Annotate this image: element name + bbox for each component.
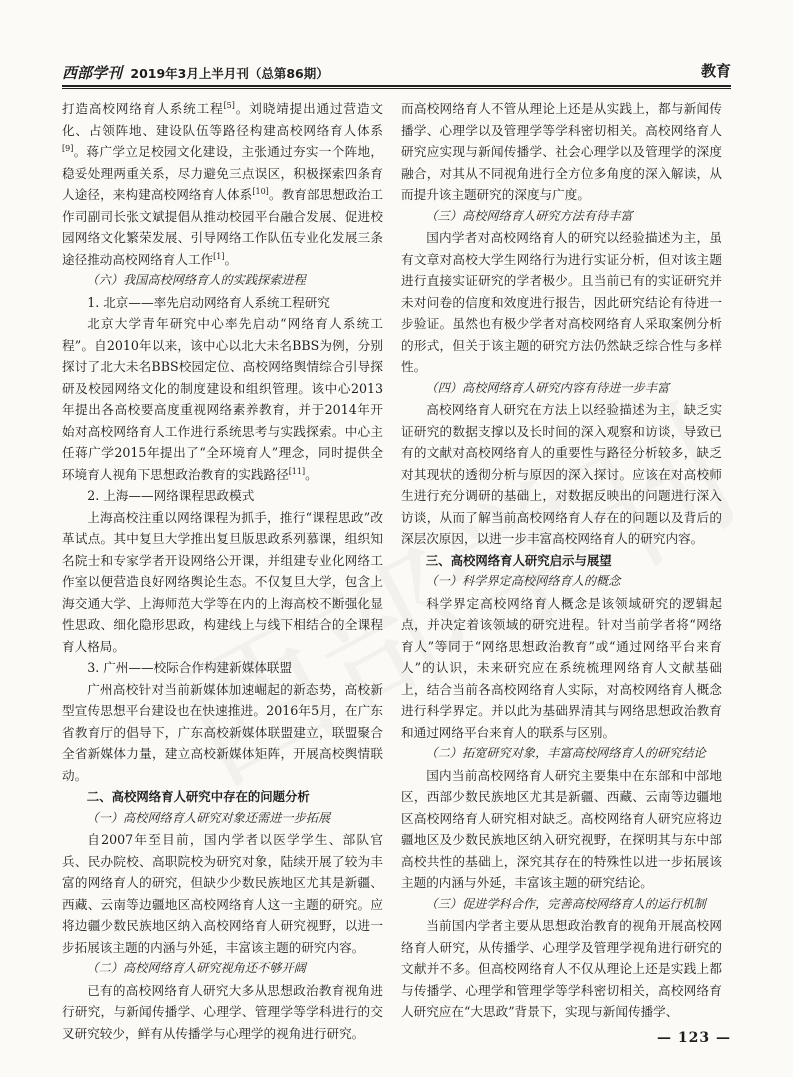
- header-rule: [62, 85, 731, 87]
- page-header: [62, 56, 731, 82]
- paragraph-text: 打造高校网络育人系统工程: [62, 101, 224, 116]
- subsection-heading: [62, 808, 383, 830]
- paragraph: [62, 829, 383, 958]
- citation-ref: [11]: [288, 466, 306, 476]
- citation-ref: [5]: [223, 100, 235, 110]
- paragraph-text: （六）我国高校网络育人的实践探索进程: [86, 273, 306, 287]
- journal-issue-line: [62, 62, 329, 83]
- subsection-heading: [62, 958, 383, 980]
- paragraph-text: （一）科学界定高校网络育人的概念: [425, 574, 621, 588]
- left-column: [62, 98, 383, 1044]
- paragraph-text: （三）高校网络育人研究方法有待丰富: [425, 208, 633, 223]
- paragraph-text: 。刘晓靖提出通过营造文化、占领阵地、建设队伍等路径构建高校网络育人体系: [62, 101, 384, 138]
- paragraph-text: 。教育部思想政治工作司副司长张文斌提倡从推动校园平台融合发展、促进校园网络文化繁荣发展、引导网络工作队伍专业化发展三条途径推动高校网络育人工作: [62, 187, 384, 267]
- journal-logo: 西部学刊: [62, 64, 123, 82]
- paragraph-text: 国内当前高校网络育人研究主要集中在东部和中部地区，西部少数民族地区尤其是新疆、西藏、云南等边疆地区高校网络育人研究相对缺乏。高校网络育人研究应将边疆地区及少数民族地区纳入研究视野，在探明其与东中部高校共性的基础上，深究其存在的特殊性以进一步拓展该主题的内涵与外延，丰富该主题的研究结论。: [401, 767, 722, 890]
- item-heading: [62, 657, 383, 679]
- paragraph-text: 国内学者对高校网络育人的研究以经验描述为主，虽有文章对高校大学生网络行为进行实证分析，但对该主题进行直接实证研究的学者极少。且当前已有的实证研究并未对问卷的信度和效度进行报告，因此研究结论有待进一步验证。虽然也有极少学者对高校网络育人采取案例分析的形式，但关于该主题的研究方法仍然缺乏综合性与多样性。: [401, 230, 722, 374]
- paragraph-text: 科学界定高校网络育人概念是该领域研究的逻辑起点，并决定着该领域的研究进程。针对当前学者将“网络育人”等同于“网络思想政治教育”或“通过网络平台来育人”的认识，未来研究应在系统梳理网络育人文献基础上，结合当前各高校网络育人实际，对高校网络育人概念进行科学界定。并以此为基础界清其与网络思想政治教育和通过网络平台来育人的联系与区别。: [401, 595, 722, 740]
- paragraph-text: 当前国内学者主要从思想政治教育的视角开展高校网络育人研究，从传播学、心理学及管理学视角进行研究的文献并不多。但高校网络育人不仅从理论上还是实践上都与传播学、心理学和管理学等学科密切相关，高校网络育人研究应在“大思政”背景下，实现与新闻传播学、: [401, 918, 722, 1019]
- citation-ref: [9]: [62, 143, 74, 153]
- page-number: — 123 —: [657, 1030, 731, 1046]
- subsection-heading: [401, 894, 722, 916]
- paragraph-text: 北京大学青年研究中心率先启动“网络育人系统工程”。自2010年以来，该中心以北大未名BBS为例，分别探讨了北大未名BBS校园定位、高校网络舆情综合引导探研及校园网络文化的制度建设和组织管理。该中心2013年提出各高校要高度重视网络素养教育，并于2014年开始对高校网络育人工作进行系统思考与实践探索。中心主任蒋广学2015年提出了“全环境育人”理念，同时提供全环境育人视角下思想政治教育的实践路径: [62, 316, 383, 482]
- right-column: [401, 98, 722, 1023]
- subsection-heading: [401, 206, 722, 228]
- paragraph-text: 二、高校网络育人研究中存在的问题分析: [86, 789, 310, 804]
- paragraph-text: 。: [305, 466, 318, 482]
- citation-ref: [1]: [213, 251, 225, 261]
- paragraph-text: 2. 上海——网络课程思政模式: [87, 488, 255, 503]
- citation-ref: [10]: [252, 186, 269, 196]
- paragraph: [401, 227, 722, 378]
- paragraph-text: 三、高校网络育人研究启示与展望: [425, 552, 612, 568]
- paragraph-text: 3. 广州——校际合作构建新媒体联盟: [87, 660, 293, 675]
- section-heading: [62, 786, 383, 808]
- paragraph-text: 高校网络育人研究在方法上以经验描述为主，缺乏实证研究的数据支撑以及长时间的深入观察和访谈，导致已有的文献对高校网络育人的重要性与路径分析较多，缺乏对其现状的透彻分析与原因的深入探讨。应该在对高校师生进行充分调研的基础上，对数据反映出的问题进行深入访谈，从而了解当前高校网络育人存在的问题以及背后的深层次原因，以进一步丰富高校网络育人的研究内容。: [401, 402, 722, 546]
- paragraph-text: （一）高校网络育人研究对象还需进一步拓展: [86, 810, 331, 825]
- paragraph-text: 而高校网络育人不管从理论上还是从实践上，都与新闻传播学、心理学以及管理学等学科密切相关。高校网络育人研究应实现与新闻传播学、社会心理学以及管理学的深度融合，对其从不同视角进行全方位多角度的深入解读，从而提升该主题研究的深度与广度。: [401, 101, 722, 202]
- subsection-heading: [401, 571, 722, 593]
- paragraph: [401, 593, 722, 744]
- paragraph: [62, 313, 383, 485]
- paragraph: [401, 915, 722, 1023]
- paragraph: [62, 679, 383, 787]
- paragraph: [401, 765, 722, 894]
- header-rule-thin: [62, 88, 731, 89]
- item-heading: [62, 292, 383, 314]
- paragraph: [401, 98, 722, 206]
- paragraph-text: 1. 北京——率先启动网络育人系统工程研究: [87, 294, 330, 310]
- item-heading: [62, 485, 383, 507]
- paragraph-text: （四）高校网络育人研究内容有待进一步丰富: [425, 380, 670, 395]
- issue-label: 2019年3月上半月刊（总第86期）: [130, 66, 329, 81]
- paragraph-text: （二）拓宽研究对象，丰富高校网络育人的研究结论: [425, 746, 706, 760]
- paragraph-text: 已有的高校网络育人研究大多从思想政治教育视角进行研究，与新闻传播学、心理学、管理学等学科进行的交叉研究较少，鲜有从传播学与心理学的视角进行研究。: [62, 982, 383, 1041]
- paragraph-text: （三）促进学科合作，完善高校网络育人的运行机制: [425, 896, 706, 911]
- paragraph-text: 。蒋广学立足校园文化建设，主张通过夯实一个阵地，稳妥处理两重关系，尽力避免三点误区，积极探索四条育人途径，来构建高校网络育人体系: [62, 144, 383, 202]
- paragraph-text: （二）高校网络育人研究视角还不够开阔: [86, 961, 306, 975]
- paragraph-text: 上海高校注重以网络课程为抓手，推行“课程思政”改革试点。其中复旦大学推出复旦版思政系列慕课，组织知名院士和专家学者开设网络公开课，并组建专业化网络工作室以便营造良好网络舆论生态。不仅复旦大学，包含上海交通大学、上海师范大学等在内的上海高校不断强化显性思政、细化隐形思政，构建线上与线下相结合的全课程育人格局。: [62, 509, 383, 654]
- paragraph: [62, 507, 383, 658]
- subsection-heading: [401, 743, 722, 765]
- paragraph-text: 自2007年至目前，国内学者以医学学生、部队官兵、民办院校、高职院校为研究对象，陆续开展了较为丰富的网络育人的研究，但缺少少数民族地区尤其是新疆、西藏、云南等边疆地区高校网络育人这一主题的研究。应将边疆少数民族地区纳入高校网络育人研究视野，以进一步拓展该主题的内涵与外延，丰富该主题的研究内容。: [62, 832, 383, 955]
- section-label: 教育: [700, 62, 731, 80]
- subsection-heading: [401, 378, 722, 400]
- paragraph-text: 广州高校针对当前新媒体加速崛起的新态势，高校新型宣传思想平台建设也在快速推进。2016年5月，在广东省教育厅的倡导下，广东高校新媒体联盟建立，联盟聚合全省新媒体力量，建立高校新媒体矩阵，开展高校舆情联动。: [62, 681, 383, 783]
- section-heading: [401, 550, 722, 572]
- paragraph: [62, 980, 383, 1045]
- subsection-heading: [62, 270, 383, 292]
- paragraph: [401, 399, 722, 550]
- paragraph: [62, 98, 383, 270]
- paragraph-text: 。: [224, 251, 238, 267]
